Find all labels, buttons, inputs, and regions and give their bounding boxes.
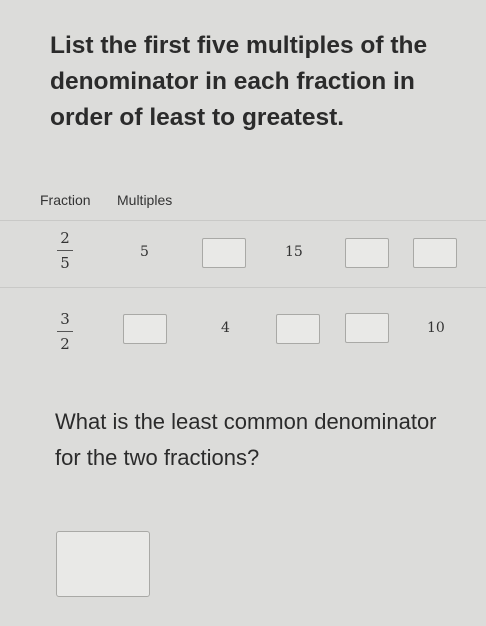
- multiple-2-input[interactable]: [202, 238, 246, 268]
- fraction-denominator: 2: [60, 335, 70, 353]
- multiples-table: [0, 180, 486, 360]
- multiple-2-value: 4: [221, 320, 230, 336]
- fraction-numerator: 2: [60, 229, 70, 247]
- multiple-1-input[interactable]: [123, 314, 167, 344]
- multiple-4-input[interactable]: [345, 313, 389, 343]
- header-multiples: Multiples: [117, 192, 173, 208]
- table-row-fraction-2: [0, 287, 486, 360]
- lcd-question-text: What is the least common denominator for the two fractions?: [55, 409, 437, 470]
- multiple-3-input[interactable]: [276, 314, 320, 344]
- multiple-1-value: 5: [140, 244, 149, 260]
- multiple-5-input[interactable]: [413, 238, 457, 268]
- table-header: [0, 180, 486, 220]
- lcd-answer-input[interactable]: [56, 531, 150, 597]
- multiple-4-input[interactable]: [345, 238, 389, 268]
- fraction-2-5: [50, 229, 80, 272]
- fraction-bar: [57, 250, 73, 251]
- fraction-bar: [57, 331, 73, 332]
- multiple-3-value: 15: [285, 244, 303, 260]
- fraction-3-2: [50, 310, 80, 353]
- fraction-denominator: 5: [60, 254, 70, 272]
- table-row-fraction-1: [0, 220, 486, 287]
- fraction-numerator: 3: [60, 310, 70, 328]
- header-fraction: Fraction: [40, 192, 91, 208]
- multiple-5-value: 10: [427, 320, 445, 336]
- instruction-text: List the first five multiples of the denominator in each fraction in order of least to greatest.: [50, 32, 428, 131]
